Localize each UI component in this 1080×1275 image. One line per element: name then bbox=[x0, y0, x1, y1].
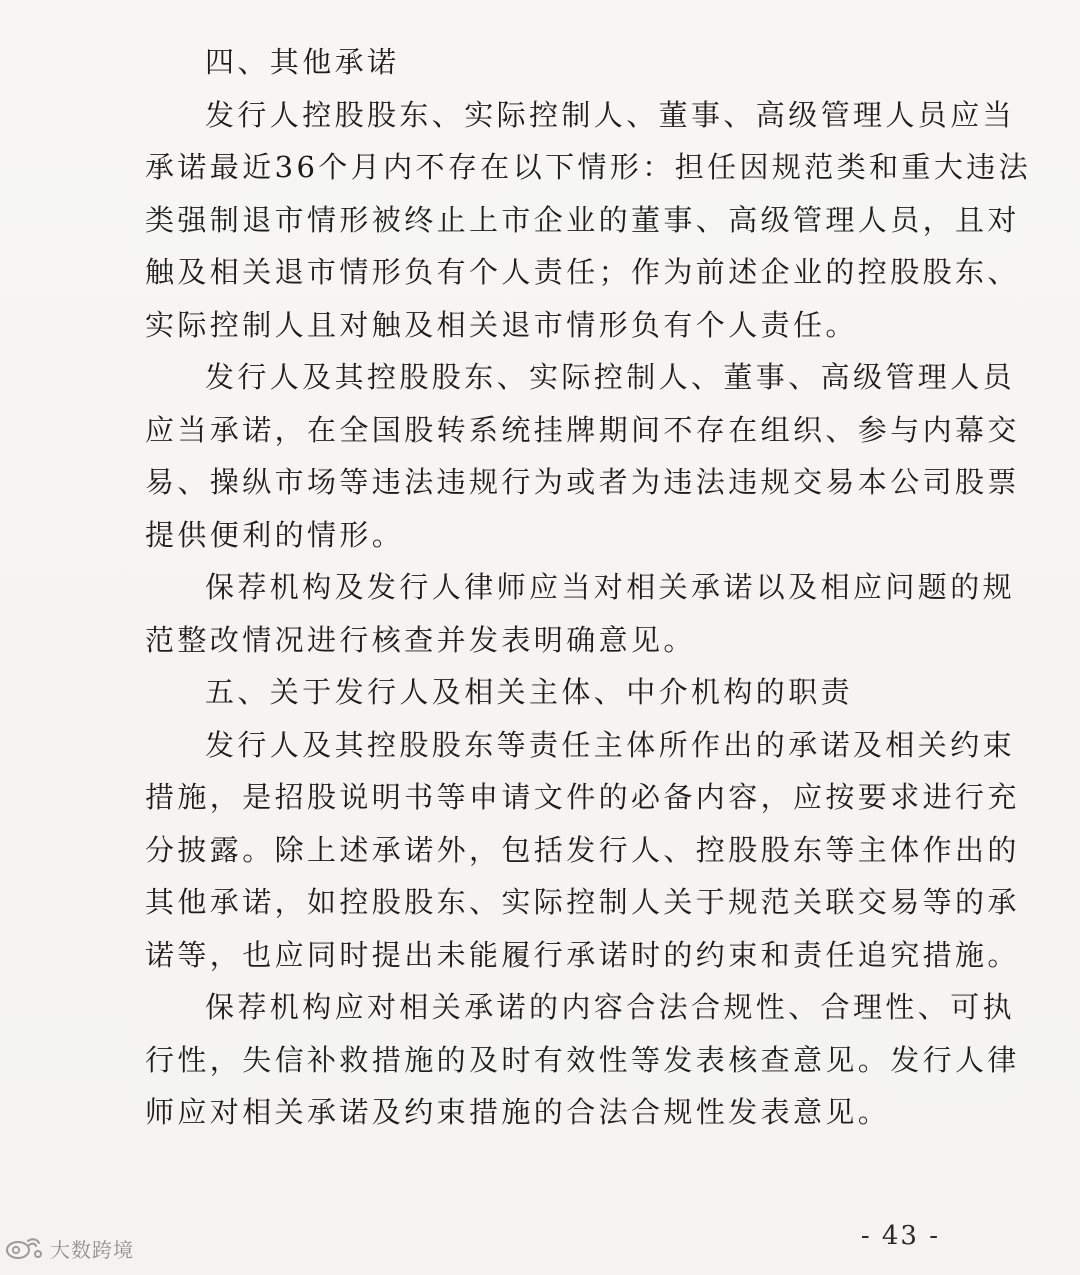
paragraph-line: 其他承诺，如控股股东、实际控制人关于规范关联交易等的承 bbox=[145, 885, 1020, 919]
paragraph-line: 范整改情况进行核查并发表明确意见。 bbox=[145, 622, 696, 657]
paragraph-line: 发行人及其控股股东、实际控制人、董事、高级管理人员 bbox=[205, 360, 1016, 394]
paragraph-line: 行性，失信补救措施的及时有效性等发表核查意见。发行人律 bbox=[145, 1042, 1020, 1077]
paragraph-line: 承诺最近36个月内不存在以下情形：担任因规范类和重大违法 bbox=[145, 150, 1032, 184]
weibo-like-logo-icon bbox=[4, 1235, 46, 1263]
section-heading-other-commitments: 四、其他承诺 bbox=[205, 45, 400, 79]
paragraph-line: 易、操纵市场等违法违规行为或者为违法违规交易本公司股票 bbox=[145, 465, 1020, 499]
paragraph-line: 分披露。除上述承诺外，包括发行人、控股股东等主体作出的 bbox=[145, 832, 1020, 867]
paragraph-line: 诺等，也应同时提出未能履行承诺时的约束和责任追究措施。 bbox=[145, 937, 1020, 972]
paragraph-line: 提供便利的情形。 bbox=[145, 517, 405, 552]
paragraph-line: 实际控制人且对触及相关退市情形负有个人责任。 bbox=[145, 307, 858, 342]
paragraph-line: 师应对相关承诺及约束措施的合法合规性发表意见。 bbox=[145, 1095, 891, 1129]
paragraph-line: 触及相关退市情形负有个人责任；作为前述企业的控股股东、 bbox=[145, 255, 1020, 289]
section-heading-duties: 五、关于发行人及相关主体、中介机构的职责 bbox=[205, 675, 854, 709]
watermark-text: 大数跨境 bbox=[50, 1238, 134, 1262]
page-number: - 43 - bbox=[860, 1221, 940, 1251]
document-text bbox=[145, 36, 1032, 1139]
paragraph-line: 应当承诺，在全国股转系统挂牌期间不存在组织、参与内幕交 bbox=[145, 412, 1020, 447]
watermark bbox=[4, 1234, 134, 1263]
paragraph-line: 发行人控股股东、实际控制人、董事、高级管理人员应当 bbox=[205, 97, 1016, 132]
paragraph-line: 保荐机构及发行人律师应当对相关承诺以及相应问题的规 bbox=[205, 570, 1016, 604]
paragraph-line: 类强制退市情形被终止上市企业的董事、高级管理人员，且对 bbox=[145, 202, 1020, 237]
paragraph-line: 保荐机构应对相关承诺的内容合法合规性、合理性、可执 bbox=[205, 990, 1016, 1024]
paragraph-line: 发行人及其控股股东等责任主体所作出的承诺及相关约束 bbox=[205, 727, 1016, 762]
paragraph-line: 措施，是招股说明书等申请文件的必备内容，应按要求进行充 bbox=[145, 780, 1020, 814]
